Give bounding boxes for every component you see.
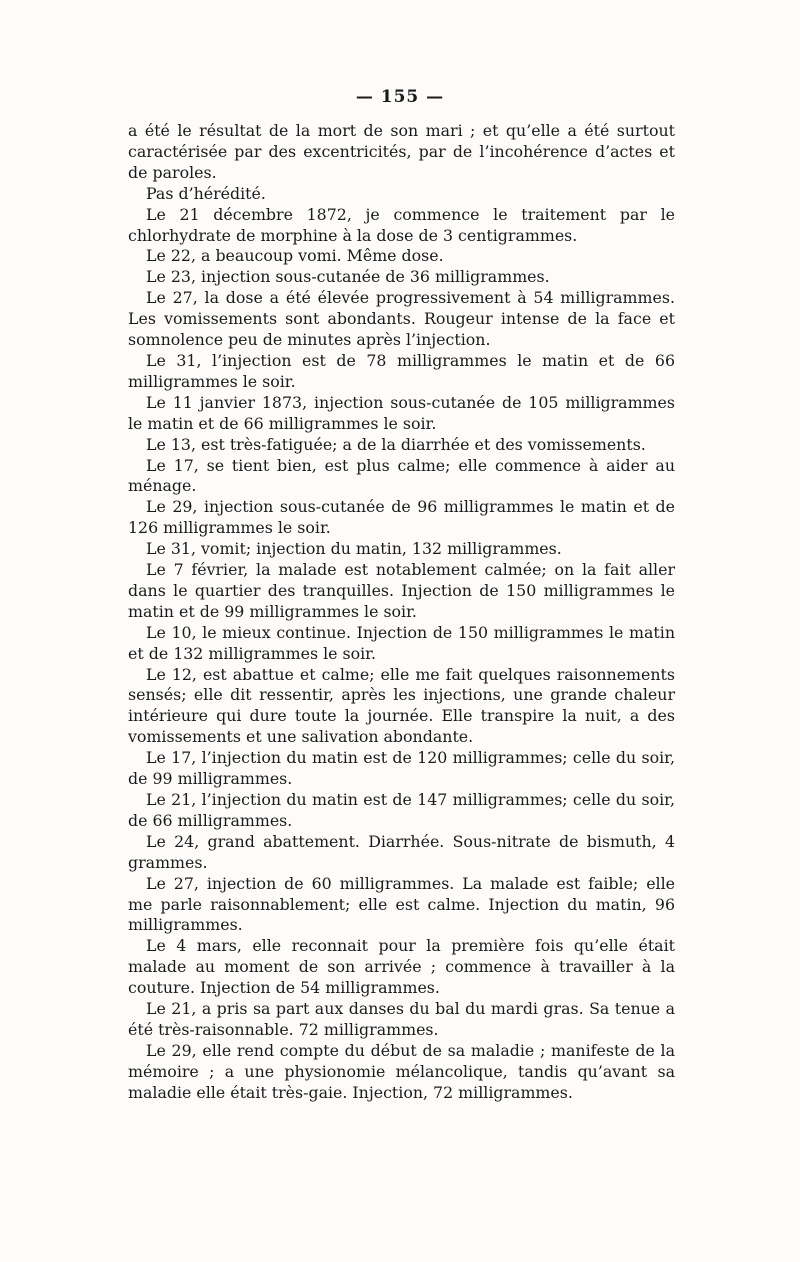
paragraph: Le 4 mars, elle reconnait pour la première fois qu’elle était malade au moment de son arrivée ; commence à travailler à la couture. Injection de 54 milligrammes. <box>128 936 675 998</box>
paragraph: Le 27, la dose a été élevée progressivement à 54 milligrammes. Les vomissements sont abondants. Rougeur intense de la face et somnolence peu de minutes après l’injection. <box>128 288 675 350</box>
paragraph: Le 31, l’injection est de 78 milligrammes le matin et de 66 milligrammes le soir. <box>128 350 675 391</box>
paragraph: Le 11 janvier 1873, injection sous-cutanée de 105 milligrammes le matin et de 66 milligrammes le soir. <box>128 392 675 433</box>
paragraph: Le 17, se tient bien, est plus calme; elle commence à aider au ménage. <box>128 455 675 496</box>
paragraph: a été le résultat de la mort de son mari ; et qu’elle a été surtout caractérisée par des excentricités, par de l’incohérence d’actes et de paroles. <box>128 121 675 182</box>
paragraph: Le 21 décembre 1872, je commence le traitement par le chlorhydrate de morphine à la dose de 3 centigrammes. <box>128 204 675 245</box>
paragraph: Le 12, est abattue et calme; elle me fait quelques raisonnements sensés; elle dit ressentir, après les injections, une grande chaleur intérieure qui dure toute la journée. Elle transpire la nuit, a des vomissements et une salivation abondante. <box>128 664 675 747</box>
paragraph: Le 27, injection de 60 milligrammes. La malade est faible; elle me parle raisonnablement; elle est calme. Injection du matin, 96 milligrammes. <box>128 873 675 935</box>
paragraph: Le 17, l’injection du matin est de 120 milligrammes; celle du soir, de 99 milligrammes. <box>128 748 675 789</box>
paragraph: Le 22, a beaucoup vomi. Même dose. <box>146 246 444 266</box>
paragraph: Le 10, le mieux continue. Injection de 150 milligrammes le matin et de 132 milligrammes le soir. <box>128 622 675 663</box>
paragraph: Le 21, l’injection du matin est de 147 milligrammes; celle du soir, de 66 milligrammes. <box>128 790 675 830</box>
paragraph: Le 29, elle rend compte du début de sa maladie ; manifeste de la mémoire ; a une physionomie mélancolique, tandis qu’avant sa maladie elle était très-gaie. Injection, 72 milligrammes. <box>128 1040 675 1102</box>
paragraph: Le 7 février, la malade est notablement calmée; on la fait aller dans le quartier des tranquilles. Injection de 150 milligrammes le matin et de 99 milligrammes le soir. <box>128 560 675 621</box>
paragraph: Le 21, a pris sa part aux danses du bal du mardi gras. Sa tenue a été très-raisonnable. 72 milligrammes. <box>128 999 675 1039</box>
paragraph: Le 23, injection sous-cutanée de 36 milligrammes. <box>146 267 550 287</box>
page-number: — 155 — <box>355 87 445 107</box>
body-text <box>128 121 675 1104</box>
paragraph: Le 31, vomit; injection du matin, 132 milligrammes. <box>146 539 562 559</box>
paragraph: Pas d’hérédité. <box>146 183 266 203</box>
paragraph: Le 13, est très-fatiguée; a de la diarrhée et des vomissements. <box>146 434 646 454</box>
paragraph: Le 29, injection sous-cutanée de 96 milligrammes le matin et de 126 milligrammes le soir. <box>128 497 675 538</box>
paragraph: Le 24, grand abattement. Diarrhée. Sous-nitrate de bismuth, 4 grammes. <box>128 831 675 872</box>
